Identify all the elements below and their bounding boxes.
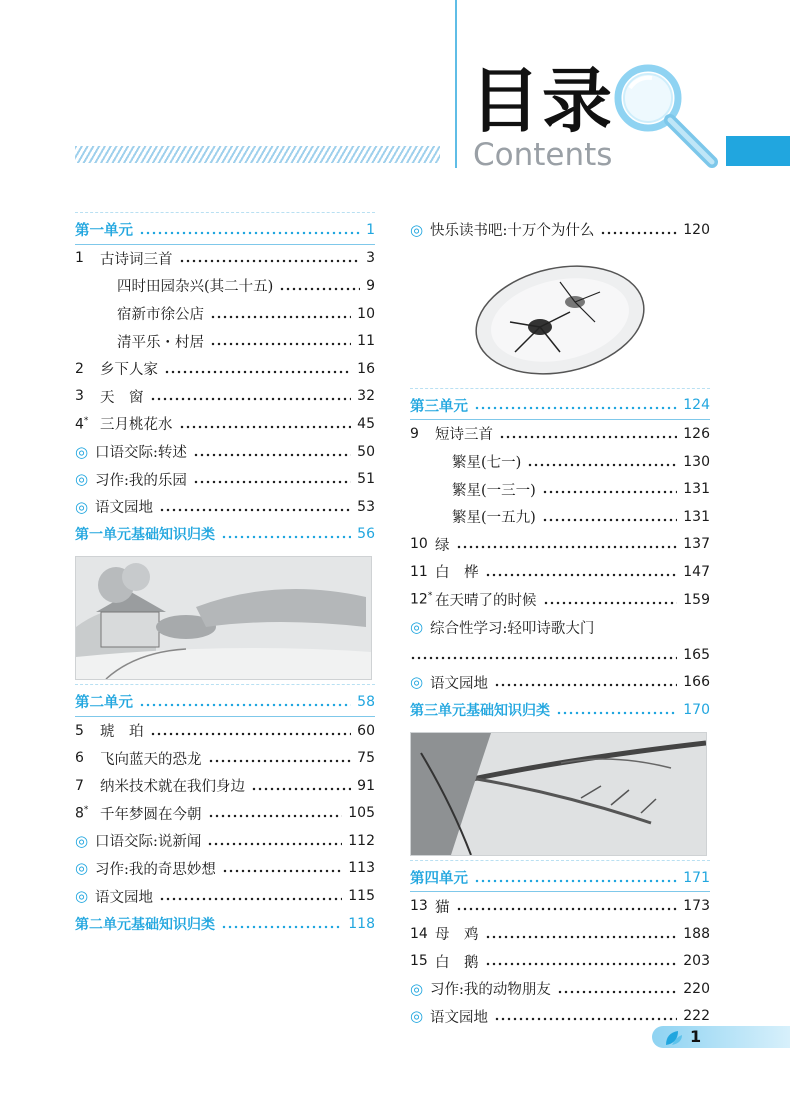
leader-dots <box>193 453 351 457</box>
leader-dots <box>207 842 342 846</box>
entry-title: 习作:我的动物朋友 <box>430 982 551 999</box>
leader-dots <box>221 925 342 929</box>
toc-right-column <box>410 216 710 1030</box>
page-number: 130 <box>683 453 710 470</box>
toc-entry[interactable] <box>75 772 375 800</box>
page-number: 50 <box>357 443 375 460</box>
lesson-number: 11 <box>410 563 428 580</box>
page-number: 120 <box>683 221 710 238</box>
leader-dots <box>208 814 343 818</box>
leader-dots <box>279 287 360 291</box>
lesson-number: 8* <box>75 804 89 822</box>
page-number: 115 <box>348 888 375 905</box>
entry-title: 纳米技术就在我们身边 <box>100 779 245 796</box>
unit-title: 第四单元 <box>410 870 468 888</box>
page-number: 45 <box>357 415 375 432</box>
toc-entry[interactable] <box>410 892 710 920</box>
entry-title: 古诗词三首 <box>100 251 173 268</box>
leader-dots <box>474 406 677 410</box>
page-number: 137 <box>683 536 710 553</box>
bullet-icon: ◎ <box>75 442 89 461</box>
leader-dots <box>600 231 677 235</box>
review-title: 第一单元基础知识归类 <box>75 527 215 544</box>
leader-dots <box>210 342 351 346</box>
lesson-number: 13 <box>410 898 428 915</box>
entry-title: 习作:我的乐园 <box>95 472 187 489</box>
toc-entry[interactable] <box>410 948 710 976</box>
leader-dots <box>139 703 351 707</box>
optional-mark: * <box>427 591 433 602</box>
leader-dots <box>494 1017 677 1021</box>
bullet-icon: ◎ <box>410 979 424 998</box>
toc-entry[interactable] <box>75 300 375 328</box>
decorative-stripe-bar <box>75 146 440 163</box>
lesson-number: 6 <box>75 750 84 767</box>
entry-title: 语文园地 <box>430 675 488 692</box>
page-number: 16 <box>357 360 375 377</box>
page-title: 目录 <box>470 60 614 142</box>
leader-dots <box>485 935 678 939</box>
entry-title: 绿 <box>435 537 450 554</box>
leader-dots <box>208 759 352 763</box>
toc-entry-continuation[interactable] <box>410 641 710 669</box>
leader-dots <box>485 962 678 966</box>
toc-entry[interactable] <box>410 420 710 448</box>
page-number: 1 <box>366 221 375 238</box>
page-number: 9 <box>366 277 375 294</box>
unit-1-heading[interactable] <box>75 216 375 245</box>
toc-entry[interactable] <box>410 503 710 531</box>
page-number: 126 <box>683 425 710 442</box>
entry-title: 白 鹅 <box>435 954 479 971</box>
unit-3-heading[interactable] <box>410 392 710 421</box>
leader-dots <box>193 480 351 484</box>
toc-entry[interactable] <box>75 827 375 855</box>
page-number: 170 <box>683 701 710 718</box>
toc-entry[interactable] <box>410 975 710 1003</box>
village-illustration <box>75 556 372 680</box>
leader-dots <box>542 490 677 494</box>
toc-entry[interactable] <box>75 383 375 411</box>
page-number: 75 <box>357 750 375 767</box>
leader-dots <box>556 711 677 715</box>
page-number: 91 <box>357 777 375 794</box>
entry-title: 千年梦圆在今朝 <box>100 806 202 823</box>
leader-dots <box>222 869 342 873</box>
lesson-number: 5 <box>75 722 84 739</box>
toc-entry[interactable] <box>75 327 375 355</box>
entry-title: 繁星(一五九) <box>452 510 536 527</box>
review-title: 第二单元基础知识归类 <box>75 916 215 933</box>
page-number: 56 <box>357 526 375 543</box>
entry-title: 清平乐・村居 <box>117 334 204 351</box>
bullet-icon: ◎ <box>75 470 89 489</box>
toc-entry[interactable] <box>75 355 375 383</box>
leader-dots <box>150 732 352 736</box>
page-number: 165 <box>683 646 710 663</box>
toc-entry[interactable] <box>410 558 710 586</box>
entry-title: 白 桦 <box>435 565 479 582</box>
leader-dots <box>210 315 351 319</box>
entry-title: 短诗三首 <box>435 427 493 444</box>
decorative-blue-block <box>726 136 790 166</box>
lesson-number: 15 <box>410 953 428 970</box>
lesson-number: 10 <box>410 536 428 553</box>
leader-dots <box>179 425 352 429</box>
unit-4-heading[interactable] <box>410 864 710 893</box>
page-number: 220 <box>683 980 710 997</box>
toc-entry[interactable] <box>75 410 375 438</box>
leader-dots <box>164 370 351 374</box>
toc-entry[interactable] <box>410 613 710 641</box>
page-number: 173 <box>683 898 710 915</box>
toc-entry[interactable] <box>75 465 375 493</box>
bullet-icon: ◎ <box>75 497 89 516</box>
toc-entry[interactable] <box>75 717 375 745</box>
toc-entry[interactable] <box>410 920 710 948</box>
leader-dots <box>542 518 677 522</box>
page-number: 53 <box>357 498 375 515</box>
leader-dots <box>527 463 677 467</box>
page-number: 159 <box>683 591 710 608</box>
leader-dots <box>159 897 342 901</box>
unit-1-review[interactable] <box>75 521 375 549</box>
entry-title: 习作:我的奇思妙想 <box>95 861 216 878</box>
lesson-number: 9 <box>410 425 419 442</box>
toc-entry[interactable] <box>75 855 375 883</box>
page-number-label: 1 <box>690 1027 702 1046</box>
header-divider-line <box>455 0 457 168</box>
branch-illustration <box>410 732 707 856</box>
leader-dots <box>410 656 677 660</box>
lesson-number: 1 <box>75 250 84 267</box>
unit-title: 第二单元 <box>75 694 133 712</box>
lesson-number: 12* <box>410 591 433 608</box>
unit-title: 第一单元 <box>75 222 133 240</box>
page-number: 60 <box>357 722 375 739</box>
page-number: 131 <box>683 508 710 525</box>
unit-2-review[interactable] <box>75 910 375 938</box>
toc-entry[interactable] <box>75 882 375 910</box>
entry-title: 飞向蓝天的恐龙 <box>100 751 202 768</box>
toc-entry[interactable] <box>410 475 710 503</box>
page-number: 32 <box>357 388 375 405</box>
entry-title: 琥 珀 <box>100 724 144 741</box>
entry-title: 语文园地 <box>430 1009 488 1026</box>
bullet-icon: ◎ <box>410 220 424 239</box>
toc-entry[interactable] <box>410 531 710 559</box>
lesson-number: 3 <box>75 388 84 405</box>
page-number: 113 <box>348 860 375 877</box>
toc-entry[interactable] <box>410 216 710 244</box>
leader-dots <box>150 397 352 401</box>
entry-title: 三月桃花水 <box>100 417 173 434</box>
toc-entry[interactable] <box>410 586 710 614</box>
leader-dots <box>485 573 678 577</box>
toc-entry[interactable] <box>75 744 375 772</box>
leader-dots <box>499 435 677 439</box>
toc-entry[interactable] <box>410 448 710 476</box>
page-number: 51 <box>357 471 375 488</box>
page-number: 11 <box>357 333 375 350</box>
unit-title: 第三单元 <box>410 397 468 415</box>
toc-entry[interactable] <box>410 669 710 697</box>
entry-title: 语文园地 <box>95 500 153 517</box>
lesson-number: 14 <box>410 925 428 942</box>
toc-entry[interactable] <box>75 245 375 273</box>
page-number: 58 <box>357 693 375 710</box>
toc-entry[interactable] <box>75 800 375 828</box>
leader-dots <box>251 787 351 791</box>
page-number: 166 <box>683 674 710 691</box>
page-number: 147 <box>683 563 710 580</box>
leader-dots <box>557 990 677 994</box>
leader-dots <box>221 535 351 539</box>
unit-2-heading[interactable] <box>75 688 375 717</box>
entry-title: 母 鸡 <box>435 927 479 944</box>
leader-dots <box>456 545 678 549</box>
bullet-icon: ◎ <box>75 831 89 850</box>
page-number: 171 <box>683 869 710 886</box>
entry-title: 快乐读书吧:十万个为什么 <box>430 223 595 240</box>
bullet-icon: ◎ <box>75 859 89 878</box>
optional-mark: * <box>83 804 89 815</box>
entry-title: 四时田园杂兴(其二十五) <box>117 279 274 296</box>
page-number: 131 <box>683 481 710 498</box>
entry-title: 口语交际:转述 <box>95 445 187 462</box>
page-number: 105 <box>348 805 375 822</box>
leader-dots <box>179 259 361 263</box>
entry-title: 宿新市徐公店 <box>117 307 204 324</box>
toc-entry[interactable] <box>75 493 375 521</box>
toc-entry[interactable] <box>75 438 375 466</box>
toc-left-column <box>75 216 375 937</box>
lesson-number: 7 <box>75 777 84 794</box>
bullet-icon: ◎ <box>410 673 424 692</box>
magnifier-icon <box>600 58 730 178</box>
bullet-icon: ◎ <box>410 618 424 637</box>
leader-dots <box>494 683 677 687</box>
page-number: 112 <box>348 832 375 849</box>
page-subtitle: Contents <box>473 137 613 173</box>
leader-dots <box>139 231 360 235</box>
page-number: 222 <box>683 1008 710 1025</box>
entry-title: 乡下人家 <box>100 362 158 379</box>
page-number: 124 <box>683 397 710 414</box>
insect-illustration <box>410 252 705 384</box>
review-title: 第三单元基础知识归类 <box>410 702 550 719</box>
entry-title: 繁星(七一) <box>452 455 522 472</box>
toc-entry[interactable] <box>75 272 375 300</box>
lesson-number: 2 <box>75 360 84 377</box>
leader-dots <box>456 907 678 911</box>
leader-dots <box>543 601 678 605</box>
bullet-icon: ◎ <box>75 887 89 906</box>
entry-title: 口语交际:说新闻 <box>95 834 202 851</box>
lesson-number: 4* <box>75 415 89 433</box>
optional-mark: * <box>83 415 89 426</box>
leader-dots <box>159 508 351 512</box>
leader-dots <box>474 879 677 883</box>
page-number: 203 <box>683 953 710 970</box>
page-number: 118 <box>348 915 375 932</box>
entry-title: 天 窗 <box>100 389 144 406</box>
entry-title: 综合性学习:轻叩诗歌大门 <box>430 620 595 637</box>
entry-title: 语文园地 <box>95 889 153 906</box>
entry-title: 繁星(一三一) <box>452 482 536 499</box>
page-number: 10 <box>357 305 375 322</box>
unit-3-review[interactable] <box>410 696 710 724</box>
entry-title: 在天晴了的时候 <box>435 593 537 610</box>
page-number: 3 <box>366 250 375 267</box>
leaf-icon <box>664 1029 684 1047</box>
page-number: 188 <box>683 925 710 942</box>
entry-title: 猫 <box>435 899 450 916</box>
bullet-icon: ◎ <box>410 1007 424 1026</box>
